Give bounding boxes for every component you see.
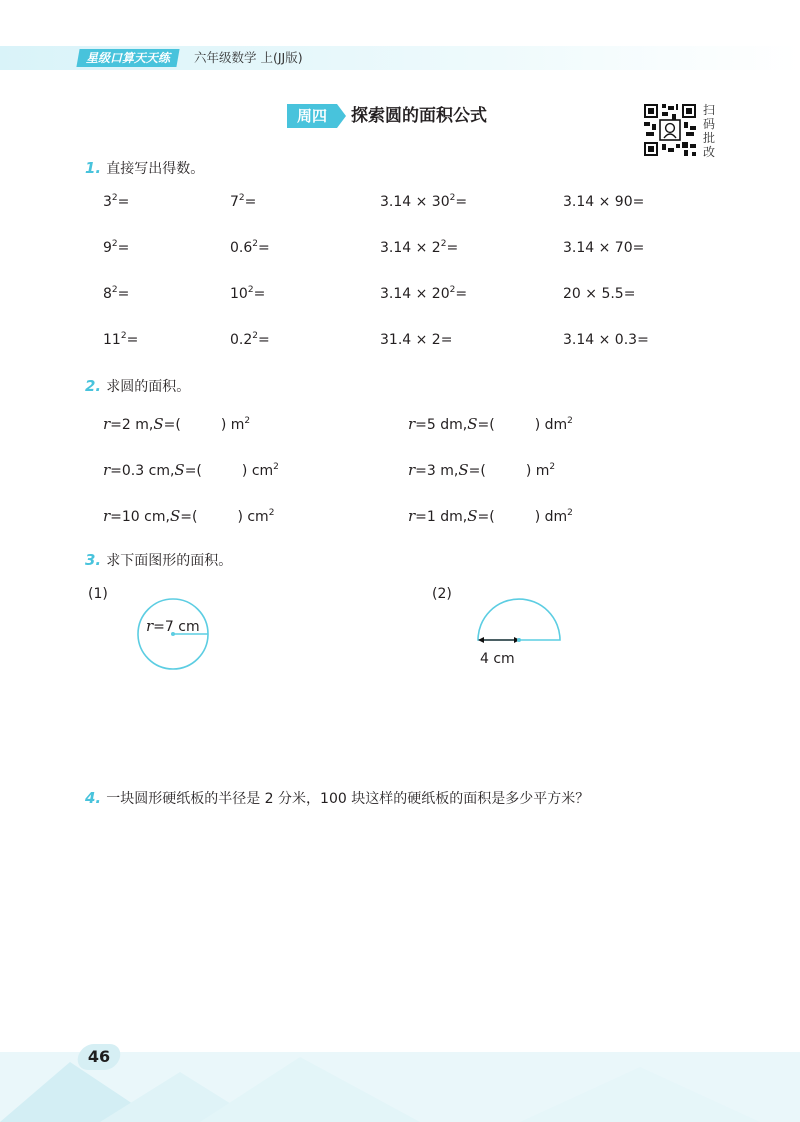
math-item: 3.14 × 90= [563, 194, 645, 210]
math-item: $3^2=$ [103, 193, 130, 210]
math-item: $3.14 \times 30^2=$ [380, 193, 468, 210]
section-number: 4. [85, 789, 102, 807]
math-item: $0.6^2=$ [230, 239, 270, 256]
math-item: 3.14 × 0.3= [563, 332, 649, 348]
section-title: 求下面图形的面积。 [106, 553, 233, 569]
math-item: $0.2^2=$ [230, 331, 270, 348]
page-title: 探索圆的面积公式 [351, 106, 487, 126]
section-4-question [85, 788, 589, 808]
section-number: 1. [85, 159, 102, 177]
area-item: r=0.3 cm,S=( ) $cm^2$ [103, 461, 279, 479]
day-tag-arrow [337, 104, 346, 128]
circle-radius-label: r=7 cm [146, 617, 200, 635]
scan-to-grade-label: 扫码批改 [703, 103, 716, 159]
area-item: r=3 m,S=( ) $m^2$ [408, 461, 556, 479]
section-title: 求圆的面积。 [106, 379, 191, 395]
section-title: 直接写出得数。 [106, 161, 205, 177]
semicircle-figure [470, 594, 570, 648]
semicircle-dimension-label: 4 cm [480, 651, 515, 667]
book-title: 六年级数学 上(JJ版) [194, 50, 303, 65]
section-2-heading [85, 376, 190, 396]
math-item: $10^2=$ [230, 285, 266, 302]
math-item: $3.14 \times 2^2=$ [380, 239, 459, 256]
page-number: 46 [87, 1047, 111, 1066]
math-item: $9^2=$ [103, 239, 130, 256]
area-item: r=1 dm,S=( ) $dm^2$ [408, 507, 573, 525]
footer-decoration [0, 1052, 800, 1122]
math-item: 31.4 × 2= [380, 332, 453, 348]
series-brand: 星级口算天天练 [76, 49, 179, 67]
math-item: $7^2=$ [230, 193, 257, 210]
area-item: r=5 dm,S=( ) $dm^2$ [408, 415, 573, 433]
math-item: $3.14 \times 20^2=$ [380, 285, 468, 302]
figure-1-label: (1) [88, 586, 108, 602]
section-1-heading [85, 158, 204, 178]
qr-code-icon[interactable] [642, 102, 698, 158]
section-number: 2. [85, 377, 102, 395]
math-item: $8^2=$ [103, 285, 130, 302]
math-item: $11^2=$ [103, 331, 139, 348]
area-item: r=2 m,S=( ) $m^2$ [103, 415, 251, 433]
area-item: r=10 cm,S=( ) $cm^2$ [103, 507, 275, 525]
day-tag: 周四 [287, 104, 337, 128]
word-problem-text: 一块圆形硬纸板的半径是 2 分米，100 块这样的硬纸板的面积是多少平方米？ [106, 791, 590, 807]
section-3-heading [85, 550, 232, 570]
math-item: 3.14 × 70= [563, 240, 645, 256]
math-item: 20 × 5.5= [563, 286, 636, 302]
section-number: 3. [85, 551, 102, 569]
figure-2-label: (2) [432, 586, 452, 602]
